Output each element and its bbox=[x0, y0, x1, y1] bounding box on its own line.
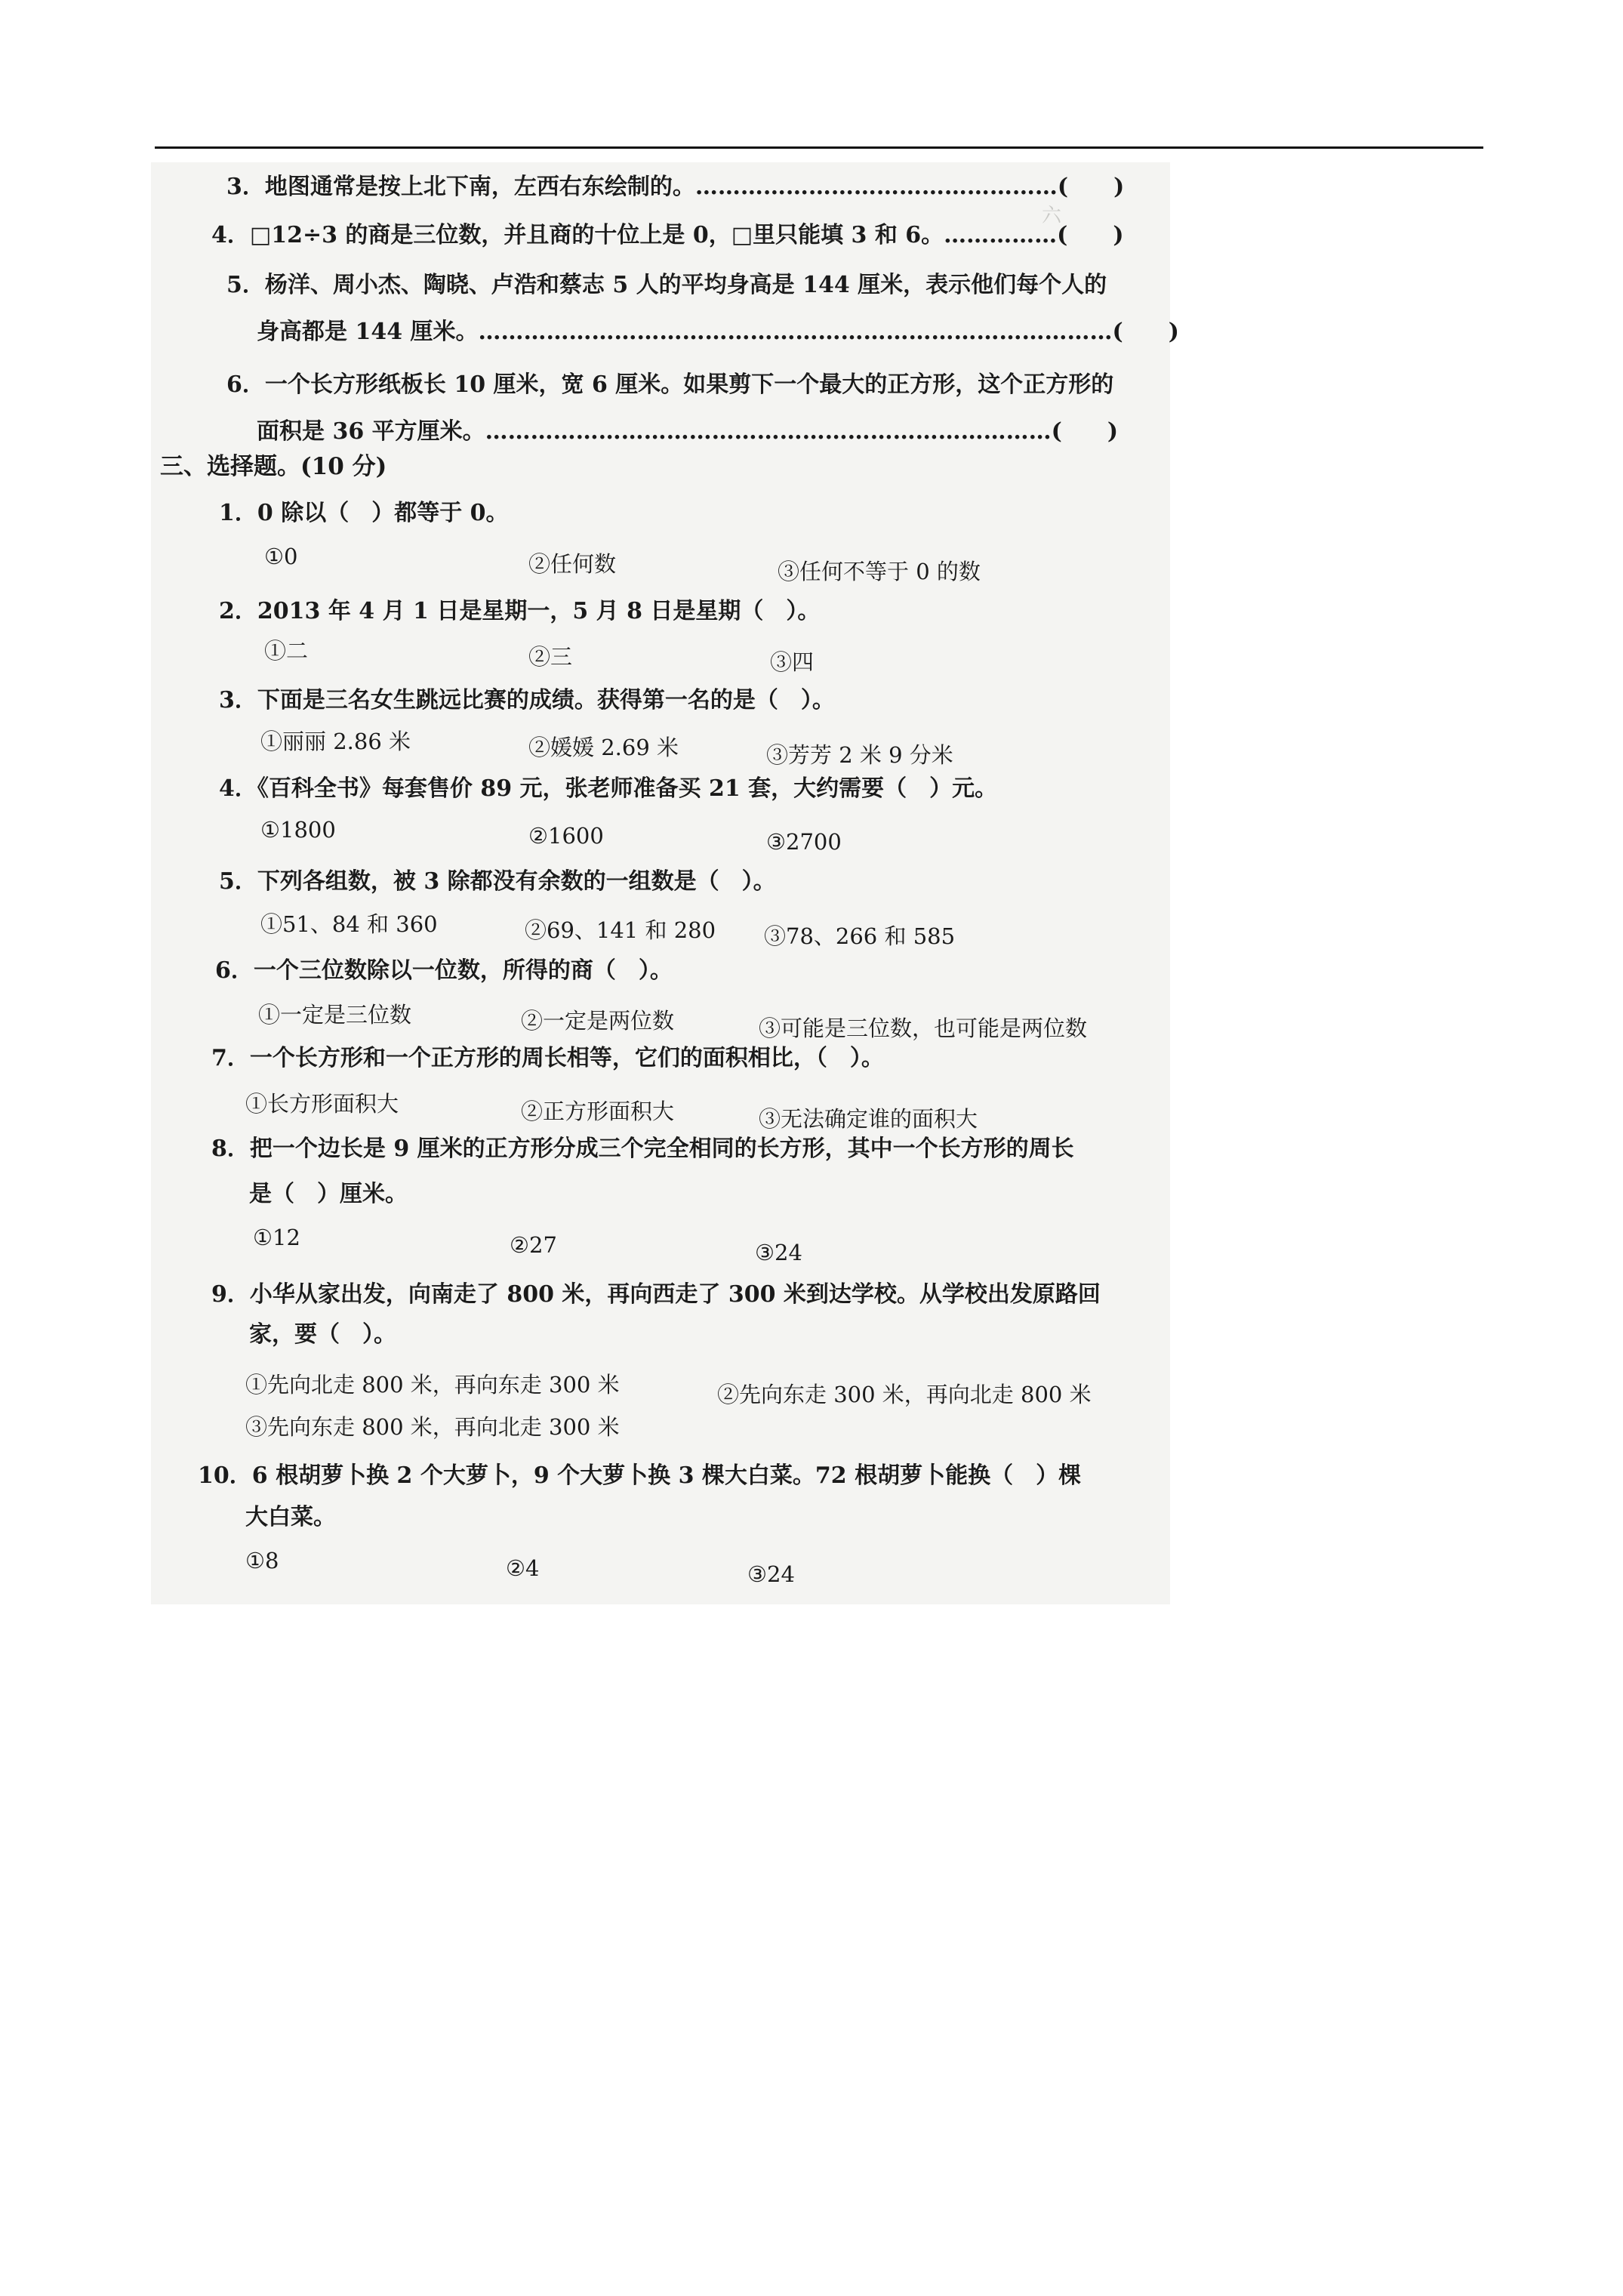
judge-item-5: 5．杨洋、周小杰、陶晓、卢浩和蔡志 5 人的平均身高是 144 厘米，表示他们每个人的 bbox=[226, 272, 1107, 298]
q5-option-3: ③78、266 和 585 bbox=[764, 923, 956, 949]
q6-option-1: ①一定是三位数 bbox=[258, 1002, 412, 1028]
q8-option-1: ①12 bbox=[253, 1225, 300, 1250]
q9-option-1: ①先向北走 800 米，再向东走 300 米 bbox=[245, 1372, 620, 1398]
q7-option-3: ③无法确定谁的面积大 bbox=[759, 1106, 978, 1132]
q4-option-2: ②1600 bbox=[528, 823, 604, 849]
question-4: 4．《百科全书》每套售价 89 元，张老师准备买 21 套，大约需要（ ）元。 bbox=[219, 775, 998, 802]
q10-option-3: ③24 bbox=[747, 1561, 795, 1587]
q5-option-2: ②69、141 和 280 bbox=[525, 917, 716, 943]
question-10-cont: 大白菜。 bbox=[245, 1504, 336, 1530]
judge-item-6-cont: 面积是 36 平方厘米。…………………………………………………………………( ) bbox=[257, 418, 1119, 445]
q8-option-3: ③24 bbox=[755, 1240, 802, 1265]
q3-option-2: ②媛媛 2.69 米 bbox=[528, 735, 679, 760]
question-1: 1．0 除以（ ）都等于 0。 bbox=[219, 500, 509, 526]
question-10: 10．6 根胡萝卜换 2 个大萝卜，9 个大萝卜换 3 棵大白菜。72 根胡萝卜能换（ ）棵 bbox=[198, 1462, 1082, 1489]
q3-option-3: ③芳芳 2 米 9 分米 bbox=[766, 742, 953, 768]
q10-option-1: ①8 bbox=[245, 1548, 279, 1573]
q4-option-3: ③2700 bbox=[766, 829, 842, 855]
question-3: 3．下面是三名女生跳远比赛的成绩。获得第一名的是（ ）。 bbox=[219, 687, 835, 713]
judge-item-6: 6．一个长方形纸板长 10 厘米，宽 6 厘米。如果剪下一个最大的正方形，这个正方形的 bbox=[226, 371, 1114, 398]
header-rule bbox=[155, 146, 1483, 149]
section-heading: 三、选择题。(10 分) bbox=[160, 453, 387, 480]
question-6: 6．一个三位数除以一位数，所得的商（ ）。 bbox=[215, 957, 673, 984]
q5-option-1: ①51、84 和 360 bbox=[260, 911, 438, 937]
question-9-cont: 家，要（ ）。 bbox=[249, 1321, 396, 1348]
question-9: 9．小华从家出发，向南走了 800 米，再向西走了 300 米到达学校。从学校出发原路回 bbox=[211, 1281, 1101, 1308]
judge-item-5-cont: 身高都是 144 厘米。…………………………………………………………………………( ) bbox=[257, 319, 1179, 345]
q4-option-1: ①1800 bbox=[260, 817, 336, 843]
q9-option-2: ②先向东走 300 米，再向北走 800 米 bbox=[717, 1382, 1092, 1407]
q6-option-3: ③可能是三位数，也可能是两位数 bbox=[759, 1015, 1088, 1041]
question-8-cont: 是（ ）厘米。 bbox=[249, 1181, 408, 1207]
judge-item-4: 4．□12÷3 的商是三位数，并且商的十位上是 0，□里只能填 3 和 6。……………( ) bbox=[211, 222, 1124, 248]
q2-option-2: ②三 bbox=[528, 644, 573, 670]
q2-option-3: ③四 bbox=[770, 649, 815, 675]
q7-option-1: ①长方形面积大 bbox=[245, 1091, 399, 1117]
question-8: 8．把一个边长是 9 厘米的正方形分成三个完全相同的长方形，其中一个长方形的周长 bbox=[211, 1136, 1074, 1162]
q1-option-1: ①0 bbox=[264, 544, 298, 569]
bleed-through-mark: 六 bbox=[1042, 205, 1062, 227]
q1-option-3: ③任何不等于 0 的数 bbox=[778, 559, 981, 584]
question-2: 2．2013 年 4 月 1 日是星期一，5 月 8 日是星期（ ）。 bbox=[219, 598, 821, 624]
q9-option-3: ③先向东走 800 米，再向北走 300 米 bbox=[245, 1414, 620, 1440]
q7-option-2: ②正方形面积大 bbox=[521, 1099, 675, 1124]
q2-option-1: ①二 bbox=[264, 638, 309, 664]
q1-option-2: ②任何数 bbox=[528, 551, 617, 577]
q10-option-2: ②4 bbox=[506, 1555, 540, 1581]
judge-item-3: 3．地图通常是按上北下南，左西右东绘制的。…………………………………………( ) bbox=[226, 174, 1125, 200]
q8-option-2: ②27 bbox=[510, 1232, 557, 1258]
question-5: 5．下列各组数，被 3 除都没有余数的一组数是（ ）。 bbox=[219, 868, 776, 895]
q6-option-2: ②一定是两位数 bbox=[521, 1008, 675, 1034]
q3-option-1: ①丽丽 2.86 米 bbox=[260, 729, 411, 754]
question-7: 7．一个长方形和一个正方形的周长相等，它们的面积相比，（ ）。 bbox=[211, 1045, 884, 1071]
